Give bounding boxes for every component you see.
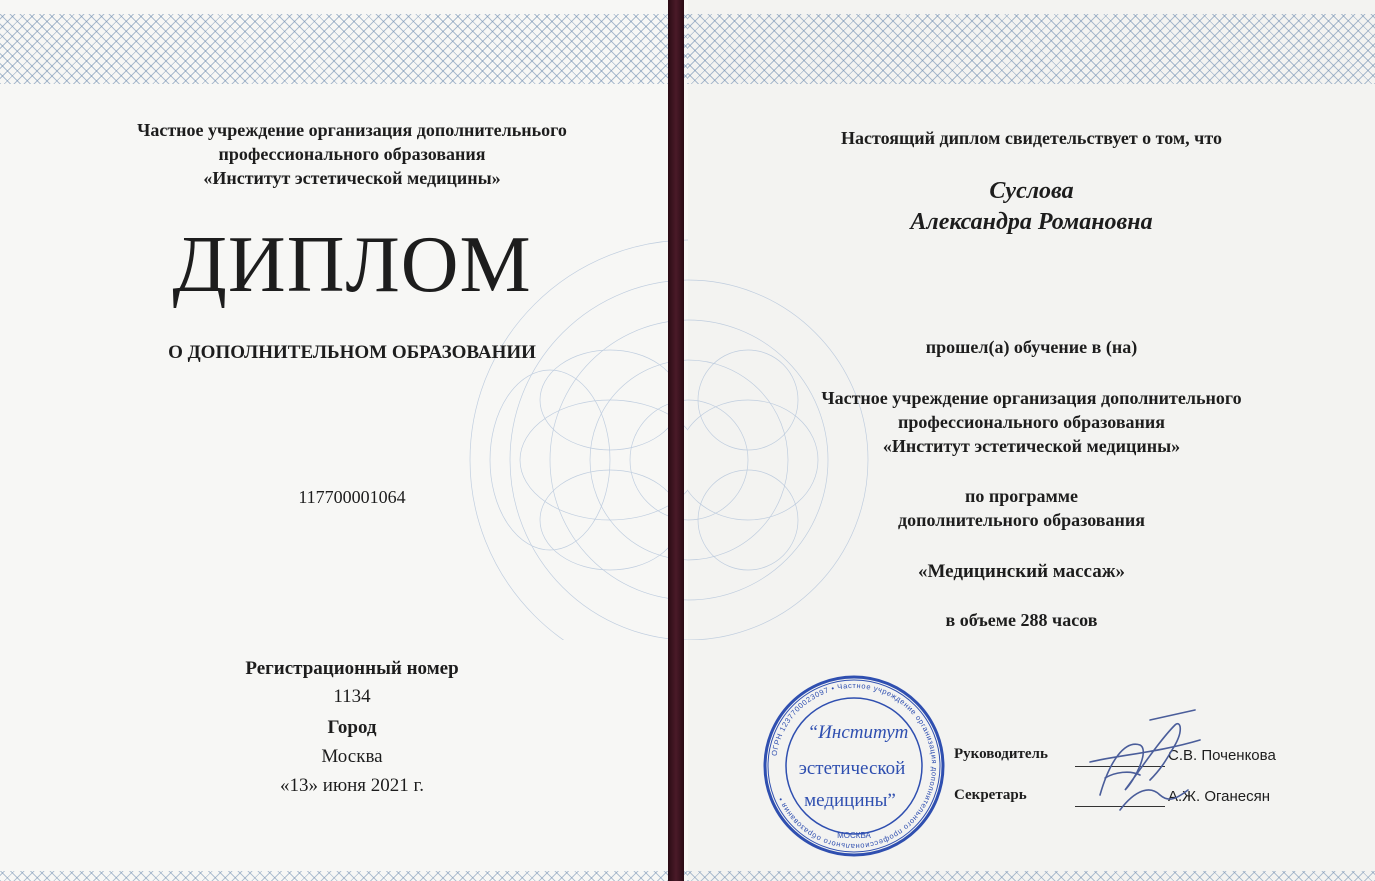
certification-intro: Настоящий диплом свидетельствует о том, что bbox=[841, 128, 1222, 148]
graduate-given-names: Александра Романовна bbox=[910, 209, 1153, 235]
registration-number: 1134 bbox=[333, 686, 371, 707]
secretary-name: А.Ж. Оганесян bbox=[1168, 788, 1271, 805]
issue-date: «13» июня 2021 г. bbox=[280, 775, 424, 796]
registration-label: Регистрационный номер bbox=[245, 658, 459, 679]
stamp-city: МОСКВА bbox=[837, 831, 871, 840]
diploma-title: ДИПЛОМ bbox=[172, 221, 532, 309]
institution-line-3: «Институт эстетической медицины» bbox=[882, 436, 1181, 456]
stamp-line-1: “Институт bbox=[807, 722, 909, 743]
program-label-1: по программе bbox=[965, 486, 1078, 506]
institution-line-1: Частное учреждение организация дополнительнього bbox=[137, 120, 567, 140]
svg-text:ОГРН 1237700023097 • Частное у: ОГРН 1237700023097 • Частное учреждение организация дополнительного профессионального образования • bbox=[769, 680, 940, 852]
decorative-border-bottom bbox=[688, 871, 1375, 881]
secretary-label: Секретарь bbox=[954, 787, 1027, 803]
institution-line-2: профессионального образования bbox=[897, 412, 1166, 432]
handwritten-signature bbox=[1080, 700, 1210, 825]
director-name: С.В. Поченкова bbox=[1168, 747, 1276, 764]
institution-name-left bbox=[0, 118, 688, 190]
completed-training-text: прошел(а) обучение в (на) bbox=[925, 337, 1138, 357]
serial-number: 117700001064 bbox=[298, 487, 406, 507]
institution-line-2: профессионального образования bbox=[218, 144, 486, 164]
institution-name-right bbox=[688, 386, 1375, 458]
institution-stamp bbox=[762, 674, 946, 858]
decorative-border-bottom bbox=[0, 871, 688, 881]
director-label: Руководитель bbox=[954, 746, 1048, 762]
city-label: Город bbox=[327, 717, 377, 738]
stamp-line-2: эстетической bbox=[798, 758, 906, 779]
program-name: «Медицинский массаж» bbox=[918, 561, 1125, 582]
program-label-2: дополнительного образования bbox=[897, 510, 1146, 530]
stamp-line-3: медицины” bbox=[804, 790, 896, 811]
institution-line-3: «Институт эстетической медицины» bbox=[203, 168, 501, 188]
binding-ribbon bbox=[668, 0, 684, 881]
diploma-subtitle: О ДОПОЛНИТЕЛЬНОМ ОБРАЗОВАНИИ bbox=[168, 342, 536, 363]
institution-line-1: Частное учреждение организация дополнительного bbox=[821, 388, 1242, 408]
decorative-border-top bbox=[688, 14, 1375, 84]
city-value: Москва bbox=[321, 746, 383, 767]
decorative-border-top bbox=[0, 14, 688, 84]
graduate-surname: Суслова bbox=[989, 178, 1074, 204]
program-volume: в объеме 288 часов bbox=[945, 610, 1098, 630]
